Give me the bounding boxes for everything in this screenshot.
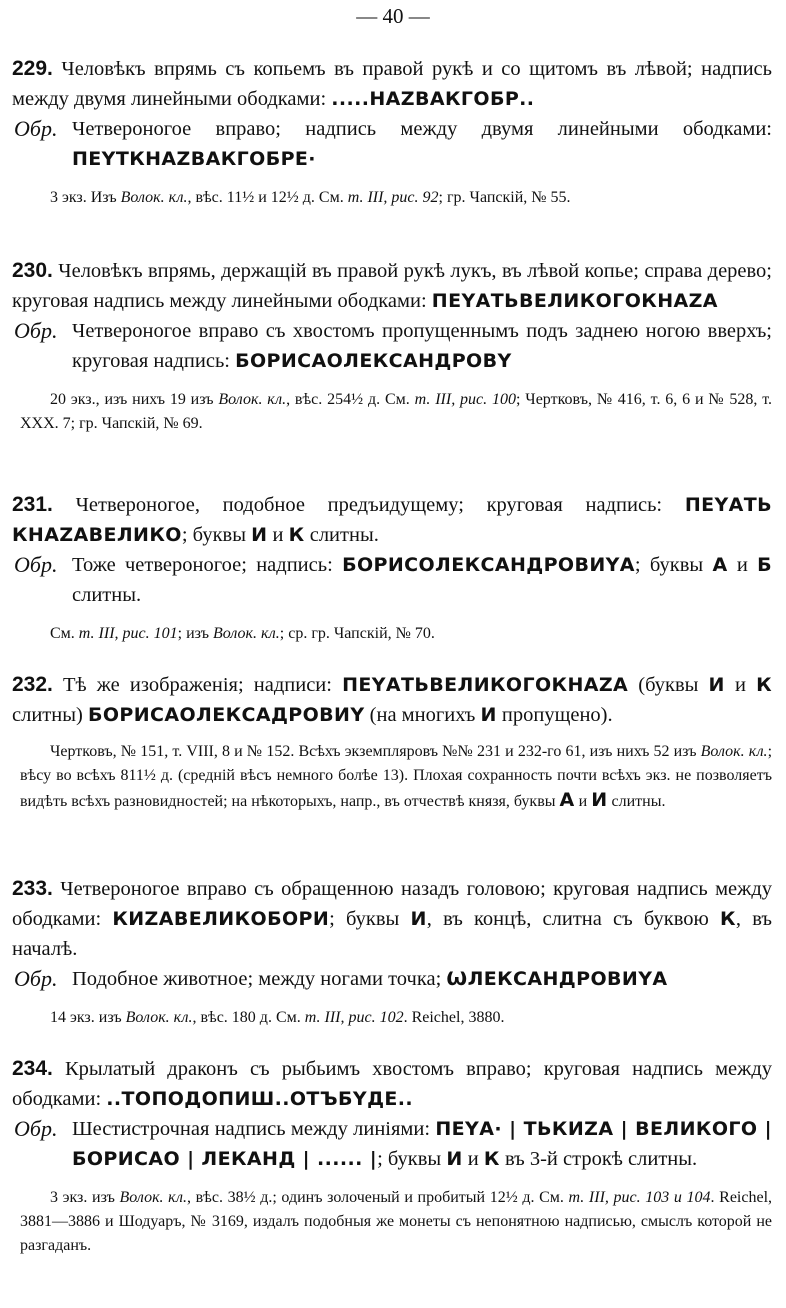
entry-number: 231. [12,493,53,516]
coin-legend: К [719,908,736,930]
text-run: См. [50,625,79,642]
obverse-description [0,550,786,610]
description-text [12,58,772,110]
text-run: Тоже четвероногое; надпись: [72,554,343,576]
page-number: — 40 — [356,4,430,28]
text-run: 3 экз. Изъ [50,189,121,206]
text-run: въ 3-й строкѣ слитны. [499,1148,698,1170]
obverse-text [72,118,772,170]
text-run: Четвероногое вправо съ обращенною назадъ головою; круговая надпись между ободками: [12,878,773,930]
entry-note [0,1186,786,1258]
entry-number: 233. [12,877,53,900]
entry-number: 230. [12,259,53,282]
obverse-description [0,1114,786,1174]
description-text [12,674,772,726]
text-run: ; гр. Чапскій, № 55. [438,189,571,206]
catalog-entry [0,874,786,1030]
entry-description [0,874,786,964]
entry-number: 232. [12,673,53,696]
coin-legend: И [480,704,497,726]
entry-note [0,622,786,646]
entry-description [0,1054,786,1114]
coin-legend: ѠЛЕКСАНДРОВИҮА [446,968,668,990]
coin-legend: И [446,1148,463,1170]
text-run: . Reichel, 3880. [403,1009,505,1026]
entry-number: 234. [12,1057,53,1080]
text-run: 3 экз. изъ [50,1189,120,1206]
obverse-label: Обр. [14,318,58,343]
coin-legend: К [756,674,772,696]
description-text [12,878,772,960]
text-run: , въ концѣ, слитна съ буквою [426,908,720,930]
obverse-text [72,1118,772,1170]
reference-citation: Волок. кл. [218,391,287,408]
obverse-label: Обр. [14,552,58,577]
text-run: ; буквы [377,1148,447,1170]
text-run: и [574,793,592,810]
reference-citation: т. III, рис. 102 [304,1009,404,1026]
entry-note [0,1006,786,1030]
catalog-entry [0,490,786,646]
text-run: Человѣкъ впрямь съ копьемъ въ правой рукѣ и со щитомъ въ лѣвой; надпись между двумя линейными ободками: [12,58,772,110]
text-run: Четвероногое вправо съ хвостомъ пропущеннымъ подъ заднею ногою вверхъ; круговая надпись: [72,320,772,372]
coin-legend: ПЕҮАТЬ КНАZАВЕЛИКО [12,494,772,546]
catalog-entry [0,54,786,210]
coin-legend: И [410,908,427,930]
entry-description [0,54,786,114]
text-run: ; Чертковъ, № 416, т. 6, 6 и № 528, т. XXX. 7; гр. Чапскій, № 69. [20,391,773,432]
coin-legend: БОРИСОЛЕКСАНДРОВИҮА [342,554,635,576]
text-run: . Reichel, 3881—3886 и Шодуаръ, № 3169, издалъ подобныя же монеты съ непонятною надписью, смыслъ которой не разгаданъ. [20,1189,773,1254]
entry-description [0,256,786,316]
catalog-entry [0,1054,786,1258]
entry-note [0,388,786,436]
obverse-text [72,320,772,372]
reference-citation: т. III, рис. 92 [347,189,439,206]
text-run: 14 экз. изъ [50,1009,126,1026]
text-run: , въ началѣ. [12,908,772,960]
text-run: Четвероногое, подобное предъидущему; круговая надпись: [75,494,685,516]
coin-legend: Б [757,554,772,576]
text-run: Человѣкъ впрямь, держащій въ правой рукѣ лукъ, въ лѣвой копье; справа дерево; круговая надпись между линейными ободками: [12,260,773,312]
text-run: , вѣс. 11½ и 12½ д. См. [187,189,348,206]
coin-legend: А [559,789,575,811]
entry-note [0,186,786,210]
text-run: ; буквы [181,524,252,546]
coin-legend: А [712,554,728,576]
description-text [12,260,772,312]
reference-citation: Волок. кл. [119,1189,187,1206]
description-text [12,1058,772,1110]
coin-legend: ПЕҮТКНАZВАКГОБРЕ· [72,148,316,170]
text-run: слитны. [72,584,142,606]
text-run: и [724,674,757,696]
reference-citation: Волок. кл. [125,1009,193,1026]
text-run: Шестистрочная надпись между линіями: [72,1118,436,1140]
coin-legend: И [708,674,725,696]
obverse-description [0,114,786,174]
text-run: ; буквы [634,554,713,576]
catalog-entry [0,670,786,814]
text-run: Тѣ же изображенія; надписи: [63,674,343,696]
obverse-label: Обр. [14,116,58,141]
text-run: (буквы [628,674,709,696]
coin-legend: ..ТОПОДОПИШ..ОТЪБҮДЕ.. [106,1088,414,1110]
reference-citation: т. III, рис. 103 и 104 [568,1189,711,1206]
coin-legend: .....НАZВАКГОБР.. [331,88,535,110]
text-run: и [462,1148,484,1170]
reference-citation: Волок. кл. [212,625,280,642]
text-run: 20 экз., изъ нихъ 19 изъ [50,391,219,408]
reference-citation: Волок. кл. [120,189,188,206]
text-run: , вѣс. 254½ д. См. [286,391,415,408]
coin-legend: БОРИСАОЛЕКСАНДРОВҮ [235,350,512,372]
reference-citation: т. III, рис. 100 [414,391,517,408]
obverse-text [72,968,667,990]
text-run: слитны. [607,793,666,810]
text-run: , вѣс. 180 д. См. [192,1009,305,1026]
text-run: пропущено). [496,704,613,726]
entry-description [0,670,786,730]
obverse-label: Обр. [14,1116,58,1141]
entry-number: 229. [12,57,53,80]
coin-legend: ПЕҮА· | ТЬКИZА | ВЕЛИКОГО | БОРИСАО | ЛЕКАНД | ...... | [72,1118,772,1170]
text-run: и [727,554,758,576]
reference-citation: Волок. кл. [700,743,768,760]
coin-legend: К [483,1148,500,1170]
obverse-description [0,964,786,994]
text-run: слитны) [12,704,88,726]
text-run: ; ср. гр. Чапскій, № 70. [279,625,435,642]
coin-legend: КИZАВЕЛИКОБОРИ [112,908,330,930]
text-run: , вѣс. 38½ д.; одинъ золоченый и пробитый 12½ д. См. [186,1189,569,1206]
obverse-description [0,316,786,376]
text-run: ; буквы [329,908,411,930]
text-run: Чертковъ, № 151, т. VIII, 8 и № 152. Всѣхъ экземпляровъ №№ 231 и 232-го 61, изъ нихъ 52 изъ [50,743,701,760]
coin-legend: ПЕҮАТЬВЕЛИКОГОКНАZА [342,674,629,696]
text-run: ; вѣсу во всѣхъ 811½ д. (средній вѣсъ немного болѣе 13). Плохая сохранность почти всѣхъ экз. не позволяетъ видѣть всѣхъ разновидностей; на нѣкоторыхъ, напр., въ отчествѣ князя, буквы [20,743,773,810]
entry-note [0,740,786,814]
text-run: Подобное животное; между ногами точка; [72,968,447,990]
coin-legend: К [288,524,305,546]
coin-legend: БОРИСАОЛЕКСАДРОВИҮ [87,704,365,726]
entry-description [0,490,786,550]
obverse-text [72,554,772,606]
text-run: слитны. [304,524,379,546]
text-run: Крылатый драконъ съ рыбьимъ хвостомъ вправо; круговая надпись между ободками: [12,1058,772,1110]
obverse-label: Обр. [14,966,58,991]
coin-legend: ПЕҮАТЬВЕЛИКОГОКНАZА [431,290,718,312]
text-run: (на многихъ [364,704,481,726]
coin-legend: И [251,524,268,546]
text-run: Четвероногое вправо; надпись между двумя линейными ободками: [72,118,772,140]
text-run: ; изъ [177,625,213,642]
text-run: и [267,524,289,546]
coin-legend: И [591,789,608,811]
catalog-entry [0,256,786,436]
reference-citation: т. III, рис. 101 [78,625,178,642]
description-text [12,494,772,546]
